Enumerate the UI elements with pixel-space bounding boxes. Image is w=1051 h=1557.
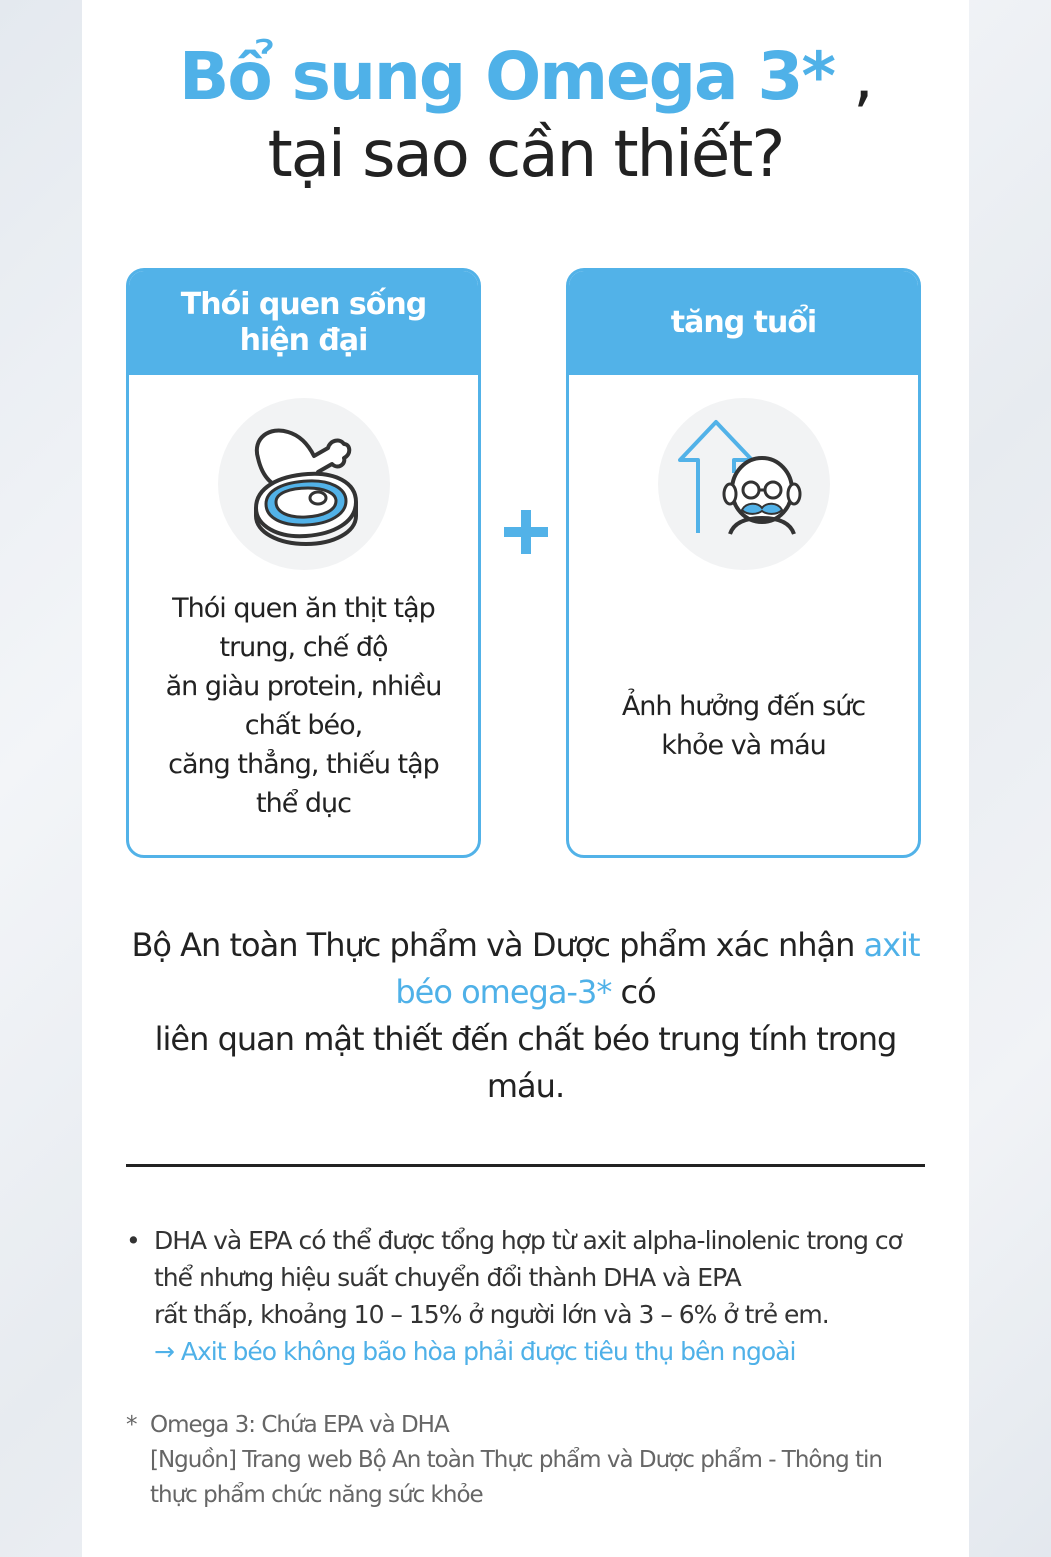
card-line: chất béo, <box>244 710 363 741</box>
footnote-line: Omega 3: Chứa EPA và DHA <box>150 1412 449 1438</box>
card-description <box>589 687 898 765</box>
divider <box>126 1164 925 1167</box>
card-line: căng thẳng, thiếu tập <box>168 749 439 780</box>
bullet-marker: • <box>126 1226 140 1255</box>
statement-text: Bộ An toàn Thực phẩm và Dược phẩm xác nhận <box>131 926 864 964</box>
bullet-line: rất thấp, khoảng 10 – 15% ở người lớn và 3 – 6% ở trẻ em. <box>154 1300 829 1329</box>
plus-icon <box>502 504 550 560</box>
title-highlight: Bổ sung Omega 3* <box>179 38 834 115</box>
card-modern-lifestyle <box>126 268 481 858</box>
card-line: Ảnh hưởng đến sức <box>621 691 866 722</box>
info-bullet <box>126 1222 926 1370</box>
statement-highlight: béo omega-3* <box>395 973 612 1011</box>
card-line: Thói quen ăn thịt tập <box>172 593 435 624</box>
card-line: thể dục <box>256 788 351 819</box>
meat-icon <box>218 398 390 570</box>
statement-text: máu. <box>486 1067 565 1105</box>
bullet-conclusion: → Axit béo không bão hòa phải được tiêu thụ bên ngoài <box>154 1337 796 1366</box>
card-line: trung, chế độ <box>219 632 388 663</box>
footnote-source: [Nguồn] Trang web Bộ An toàn Thực phẩm và Dược phẩm - Thông tin <box>150 1447 882 1473</box>
statement-highlight: axit <box>863 926 920 964</box>
page-title <box>82 38 969 115</box>
footnote <box>126 1408 926 1513</box>
bullet-line: thể nhưng hiệu suất chuyển đổi thành DHA và EPA <box>154 1263 741 1292</box>
card-heading: Thói quen sống hiện đại <box>129 271 478 375</box>
fda-statement <box>112 922 939 1110</box>
statement-text: liên quan mật thiết đến chất béo trung tính trong <box>154 1020 897 1058</box>
page-subtitle: tại sao cần thiết? <box>267 118 784 192</box>
bullet-line: DHA và EPA có thể được tổng hợp từ axit alpha-linolenic trong cơ <box>154 1226 902 1255</box>
elderly-arrow-icon <box>658 398 830 570</box>
content-panel <box>82 0 969 1557</box>
footnote-marker: * <box>126 1412 137 1438</box>
footnote-line: thực phẩm chức năng sức khỏe <box>150 1482 483 1508</box>
card-heading: tăng tuổi <box>569 271 918 375</box>
card-description <box>149 589 458 823</box>
title-comma: , <box>833 38 872 115</box>
statement-text: có <box>611 973 656 1011</box>
card-line: khỏe và máu <box>661 730 826 761</box>
card-line: ăn giàu protein, nhiều <box>165 671 442 702</box>
card-aging <box>566 268 921 858</box>
